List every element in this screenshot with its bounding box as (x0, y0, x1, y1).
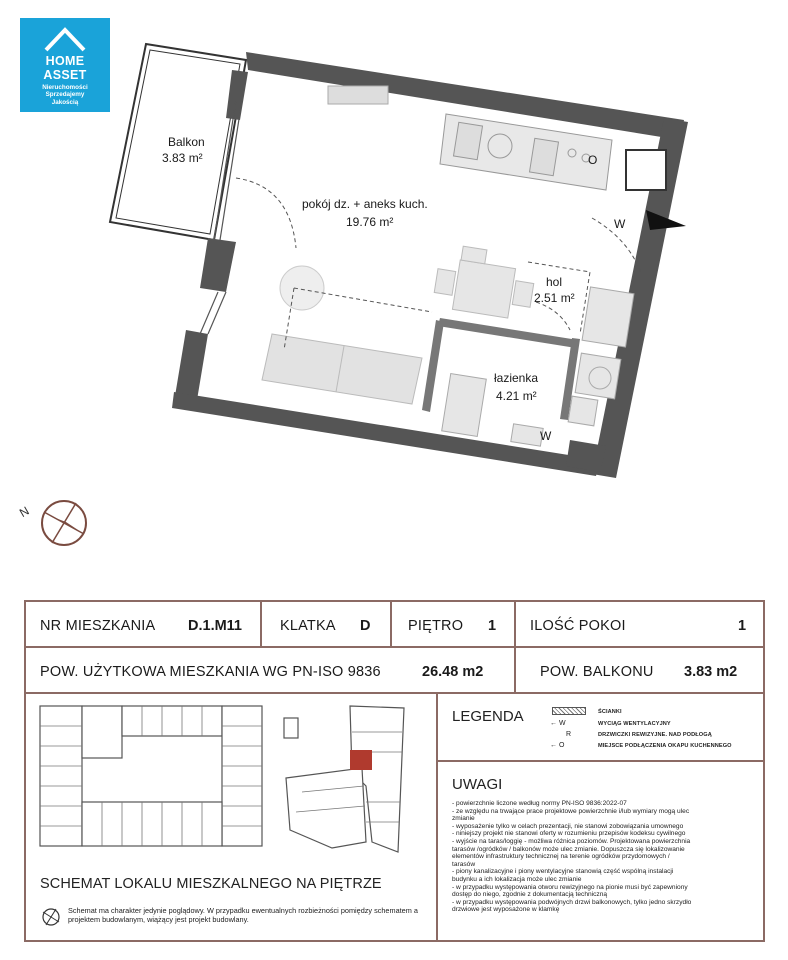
walls (172, 52, 688, 478)
apartment-info-table (24, 600, 765, 942)
windows (200, 100, 242, 334)
pow-label: POW. UŻYTKOWA MIESZKANIA WG PN-ISO 9836 (40, 664, 381, 680)
room-area: 19.76 m² (346, 215, 394, 229)
sofa (262, 334, 422, 404)
legenda-title: LEGENDA (452, 708, 524, 725)
pietro-cell (392, 602, 516, 648)
pietro-value: 1 (488, 618, 497, 634)
wall-hatch-symbol (552, 707, 586, 715)
pow-cell (26, 648, 516, 694)
compass-icon (42, 501, 86, 545)
apartment-highlight (350, 750, 372, 770)
klatka-cell (262, 602, 392, 648)
balkon-area: 3.83 m² (162, 151, 203, 165)
klatka-value: D (360, 618, 371, 634)
uwagi-text: - powierzchnie liczone według normy PN-ISO 9836:2022-07 - ze względu na trwające prace projektowe powierzchnie i/lub wymiary mogą ulec zmianie - wyposażenie tylko w celach prezentacji, nie stanowi zobowiązania umownego - niniejszy projekt nie stanowi oferty w rozumieniu przepisów kodeksu cywilnego - wyjście na taras/loggię - możliwa różnica poziomów. Projektowana powierzchnia tarasów /ogródków / balkonów może ulec zmianie. Dopuszcza się lokalizowanie elementów infrastruktury technicznej na terenie ogródków przydomowych / tarasów - piony kanalizacyjne i piony wentylacyjne stanowią część wspólną instalacji budynku a ich lokalizacja może ulec zmianie - w przypadku występowania otworu rewizyjnego na pionie musi być zapewniony dostęp do niego, zgodnie z dokumentacją techniczną - w przypadku występowania podwójnych drzwi balkonowych, tylko jedno skrzydło drzwiowe jest wyposażone w klamkę (452, 800, 692, 914)
hol-label: hol (546, 275, 563, 289)
legend-symbol-r: R (566, 731, 572, 738)
bath-area: 4.21 m² (496, 389, 537, 403)
wall-cabinet (328, 86, 388, 104)
dining-table (434, 246, 534, 318)
klatka-label: KLATKA (280, 618, 336, 634)
lamp-circle (280, 266, 324, 310)
pokoje-cell (516, 602, 763, 648)
kitchen-counter (440, 114, 612, 190)
uwagi-title: UWAGI (452, 776, 503, 793)
balkon-table-label: POW. BALKONU (540, 664, 654, 680)
legend-row-vent: WYCIĄG WENTYLACYJNY (598, 721, 671, 727)
schemat-note: Schemat ma charakter jedynie poglądowy. W przypadku ewentualnych rozbieżności pomiędzy schematem a projektem budowlanym, wiążący jest projekt budowlany. (68, 906, 418, 924)
balkon-cell (516, 648, 763, 694)
pietro-label: PIĘTRO (408, 618, 464, 634)
pokoje-value: 1 (738, 618, 747, 634)
logo-tagline: Nieruchomości Sprzedajemy Jakością (42, 84, 88, 106)
balkon-label: Balkon (168, 135, 205, 149)
building-schema (32, 702, 442, 862)
vent-marker-2: W (540, 429, 552, 443)
schemat-title: SCHEMAT LOKALU MIESZKALNEGO NA PIĘTRZE (40, 876, 382, 892)
logo-line2: ASSET (43, 68, 87, 82)
vent-marker-1: W (614, 217, 626, 231)
pokoje-label: ILOŚĆ POKOI (530, 618, 626, 634)
nr-value: D.1.M11 (188, 618, 242, 634)
legend-row-walls: ŚCIANKI (598, 709, 622, 715)
schemat-cell (26, 694, 438, 940)
logo-line1: HOME (45, 54, 85, 68)
nr-label: NR MIESZKANIA (40, 618, 156, 634)
legend-symbol-w: ← W (550, 720, 566, 727)
legend-row-hood: MIEJSCE PODŁĄCZENIA OKAPU KUCHENNEGO (598, 743, 732, 749)
ventilation-shaft (626, 150, 666, 190)
legend-row-revision: DRZWICZKI REWIZYJNE. NAD PODŁOGĄ (598, 732, 712, 738)
compass-small-icon (40, 906, 62, 928)
pow-value: 26.48 m2 (422, 664, 484, 680)
room-label: pokój dz. + aneks kuch. (302, 197, 428, 211)
uwagi-cell (438, 762, 763, 940)
bath-label: łazienka (494, 371, 539, 385)
hood-marker: O (588, 153, 598, 167)
north-letter: N (17, 503, 32, 521)
hol-area: 2.51 m² (534, 291, 575, 305)
legend-symbol-o: ← O (550, 742, 565, 749)
legenda-cell (438, 694, 763, 762)
balkon-table-value: 3.83 m2 (684, 664, 738, 680)
nr-cell (26, 602, 262, 648)
